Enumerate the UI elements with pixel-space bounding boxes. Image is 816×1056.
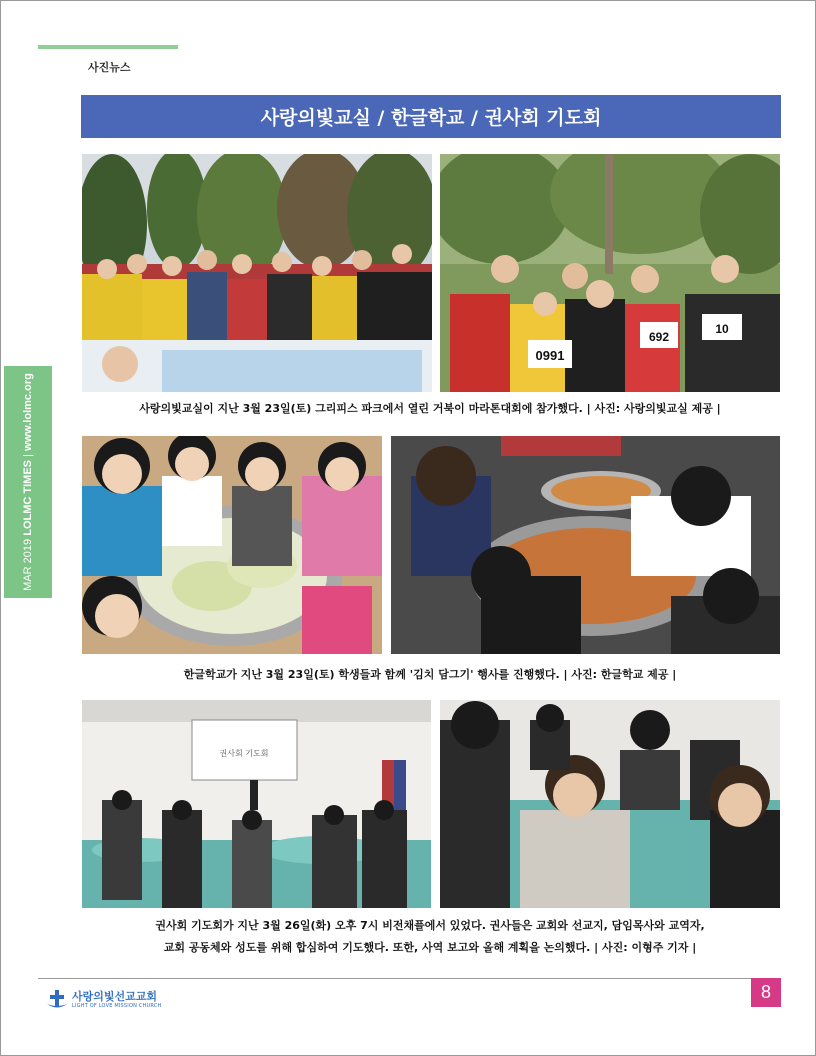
- title-banner: [81, 95, 781, 138]
- side-tab-site: www.lolmc.org: [22, 373, 34, 452]
- caption-kimchi: 한글학교가 지난 3월 23일(토) 학생들과 함께 '김치 담그기' 행사를 진행했다. | 사진: 한글학교 제공 |: [183, 668, 677, 681]
- page-title: 사랑의빛교실 / 한글학교 / 권사회 기도회: [260, 107, 602, 129]
- photo-women-praying: [440, 700, 780, 908]
- header-rule: [38, 45, 178, 49]
- church-subtitle: LIGHT OF LOVE MISSION CHURCH: [72, 1003, 162, 1009]
- caption-marathon: 사랑의빛교실이 지난 3월 23일(토) 그리피스 파크에서 열린 거북이 마라톤대회에 참가했다. | 사진: 사랑의빛교실 제공 |: [139, 402, 721, 415]
- church-name: 사랑의빛선교교회: [72, 990, 158, 1003]
- photo-marathon-group: [82, 154, 432, 392]
- church-logo-icon: [46, 989, 68, 1011]
- photo-prayer-hall: [82, 700, 431, 908]
- side-tab-issue: MAR 2019: [22, 538, 34, 591]
- side-tab-divider: |: [22, 454, 34, 457]
- photo-kimchi-children: [82, 436, 382, 654]
- caption-prayer-line2: 교회 공동체와 성도를 위해 합심하여 기도했다. 또한, 사역 보고와 올해 계획을 논의했다. | 사진: 이형주 기자 |: [163, 941, 697, 954]
- bib-number: 0991: [535, 348, 565, 363]
- photo-kimchi-table: [391, 436, 780, 654]
- side-tab-text: [22, 373, 34, 591]
- bib-number: 692: [648, 330, 670, 344]
- screen-text: 권사회 기도회: [219, 749, 269, 758]
- footer-rule: [38, 978, 780, 979]
- caption-prayer-line1: 권사회 기도회가 지난 3월 26일(화) 오후 7시 비전채플에서 있었다. 권사들은 교회와 선교지, 담임목사와 교역자,: [155, 919, 705, 932]
- church-logo: [46, 989, 161, 1011]
- section-label: 사진뉴스: [88, 61, 131, 74]
- bib-number: 10: [715, 322, 729, 336]
- side-tab: [4, 366, 52, 598]
- page-number: 8: [751, 978, 781, 1007]
- side-tab-name: LOLMC TIMES: [22, 459, 34, 536]
- photo-marathon-runners: [440, 154, 780, 392]
